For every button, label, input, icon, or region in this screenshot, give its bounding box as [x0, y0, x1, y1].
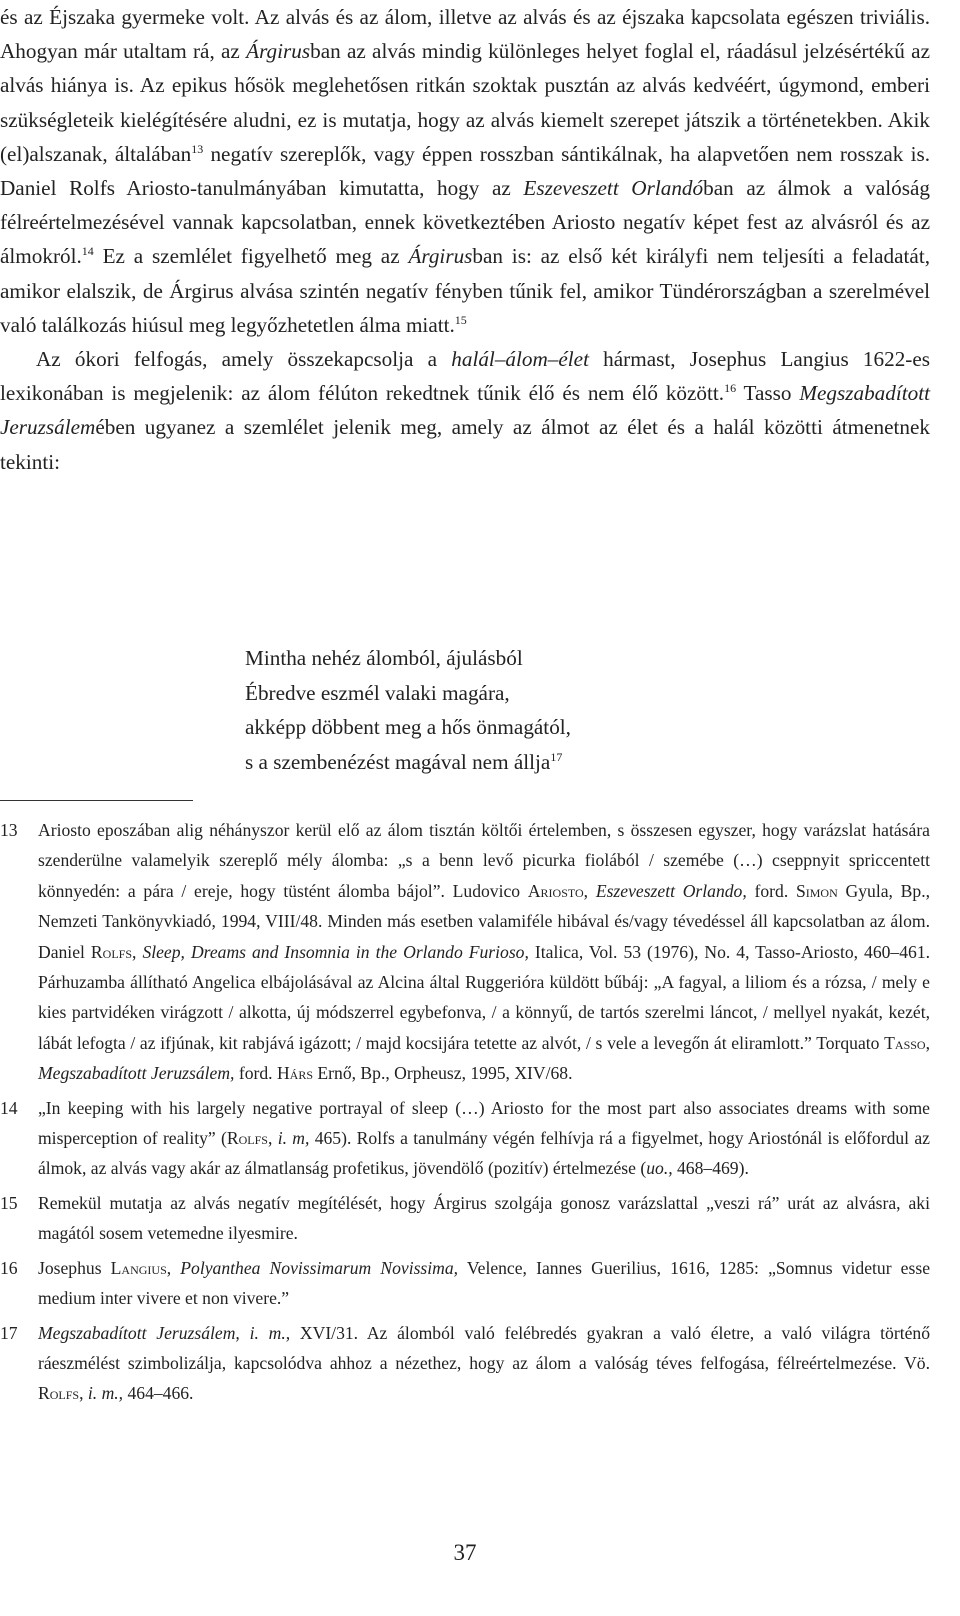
text-run: és az Éjszaka gyermeke volt. Az alvás és az álom, illetve az alvás és az éjszaka kapcsolata egészen triviális. Ahogyan már utaltam rá, az	[0, 5, 930, 64]
paragraph-2	[0, 342, 930, 479]
text-run: ban is: az első két királyfi nem teljesíti a feladatát, amikor elalszik, de Árgirus alvása szintén negatív fényben tűnik fel, amikor Tündérországban a szerelmével való találkozás hiúsul meg legyőzhetetlen álma miatt.	[0, 244, 930, 337]
footnote-text: Ariosto eposzában alig néhányszor kerül elő az álom tisztán költői értelemben, s összesen egyszer, hogy varázslat hatására szenderülne valamelyik szereplő mély álomba: „s a benn levő picurka fiolából / szemébe (…) cseppnyit spriccentett könnyedén: a pára / ereje, hogy tüstént álomba bájol”. Ludovico Ariosto, Eszeveszett Orlando, ford. Simon Gyula, Bp., Nemzeti Tankönyvkiadó, 1994, VIII/48. Minden más esetben valamiféle hibával és/vagy tévedéssel áll kapcsolatban az álom. Daniel Rolfs, Sleep, Dreams and Insomnia in the Orlando Furioso, Italica, Vol. 53 (1976), No. 4, Tasso-Ariosto, 460–461. Párhuzamba állítható Angelica elbájolásával az Alcina által Ruggerióra küldött bűbáj: „A fagyal, a liliom és a rózsa, / mely e kies partvidéken virágzott / alkotta, új módszerrel egybefonva, / a könnyű, de tartós szerelmi láncot, / mellyel nyakát, kezét, lábát lefogta / az ifjúnak, kit rabjává igázott; / majd kocsijára tetette az alvót, / s vele a levegőn át eliramlott.” Torquato Tasso, Megszabadított Jeruzsálem, ford. Hárs Ernő, Bp., Orpheusz, 1995, XIV/68.	[38, 820, 931, 1084]
footnote-15	[0, 1188, 930, 1249]
italic-title: Megszabadított Jeruzsálem	[0, 381, 930, 440]
footnote-text: Megszabadított Jeruzsálem, i. m., XVI/31. Az álomból való felébredés gyakran a való életre, a való világra történő ráeszmélést szimbolizálja, kapcsolódva ahhoz a nézethez, hogy az álom a valóság téves felfogása, félreértelmezése. Vö. Rolfs, i. m., 464–466.	[38, 1322, 931, 1404]
footnote-number: 17	[0, 1322, 18, 1343]
footnotes	[0, 815, 930, 1413]
text-run: Ez a szemlélet figyelhető meg az	[93, 244, 409, 269]
verse-line-1: Mintha nehéz álomból, ájulásból	[245, 646, 523, 670]
footnote-text: Remekül mutatja az alvás negatív megítélését, hogy Árgirus szolgája gonosz varázslattal „veszi rá” urát az alvásra, aki magától sosem vetemedne ilyesmire.	[38, 1192, 930, 1244]
verse-line-3: akképp döbbent meg a hős önmagától,	[245, 715, 571, 740]
verse-line-4	[245, 745, 571, 780]
footnote-text: Josephus Langius, Polyanthea Novissimarum Novissima, Velence, Iannes Guerilius, 1616, 1285: „Somnus videtur esse medium inter vivere et non vivere.”	[38, 1257, 930, 1309]
paragraph-1	[0, 0, 930, 342]
footnote-ref-16[interactable]: 16	[724, 381, 737, 396]
footnote-16	[0, 1253, 930, 1314]
verse-quote	[245, 641, 571, 779]
page-number: 37	[453, 1540, 477, 1565]
italic-title: Eszeveszett Orlandó	[523, 176, 704, 201]
text-run: negatív szereplők, vagy éppen rosszban sántikálnak, ha alapvetően nem rosszak is. Daniel Rolfs Ariosto-tanulmányában kimutatta, hogy az	[0, 141, 930, 201]
footnote-ref-14[interactable]: 14	[81, 244, 94, 259]
text-run: Az ókori felfogás, amely összekapcsolja a	[36, 347, 452, 372]
text-run: ban az alvás mindig különleges helyet foglal el, ráadásul jelzésértékű az alvás hiánya is. Az epikus hősök meglehetősen ritkán szoktak pusztán az alvás kedvéért, úgymond, emberi szükségleteik kielégítésére aludni, ez is mutatja, hogy az alvás kiemelt szerepet játszik a történetekben. Akik (el)alszanak, általában	[0, 39, 930, 166]
italic-term: halál–álom–élet	[451, 347, 589, 372]
footnote-number: 16	[0, 1257, 18, 1278]
italic-title: Árgirus	[246, 39, 311, 64]
footnote-separator	[0, 800, 193, 801]
text-run: Tasso	[736, 381, 800, 406]
main-text	[0, 0, 930, 479]
text-run: hármast, Josephus Langius 1622-es lexikonában is megjelenik: az álom félúton rekedtnek tűnik élő és nem élő között.	[0, 347, 930, 406]
footnote-number: 15	[0, 1192, 18, 1213]
verse-line-2: Ébredve eszmél valaki magára,	[245, 680, 510, 705]
footnote-number: 13	[0, 820, 18, 840]
text-run: s a szembenézést magával nem állja	[245, 749, 551, 774]
footnote-14	[0, 1093, 930, 1184]
footnote-number: 14	[0, 1097, 18, 1118]
footnote-17	[0, 1318, 930, 1409]
text-run: ban az álmok a valóság félreértelmezésével vannak kapcsolatban, ennek következtében Ariosto negatív képet fest az alvásról és az álmokról.	[0, 176, 931, 269]
footnote-ref-13[interactable]: 13	[191, 141, 204, 156]
italic-title: Árgirus	[408, 244, 473, 269]
text-run: ében ugyanez a szemlélet jelenik meg, amely az álmot az élet és a halál közötti átmenetnek tekinti:	[0, 415, 930, 474]
footnote-ref-17[interactable]: 17	[550, 749, 563, 764]
footnote-13	[0, 815, 930, 1089]
footnote-ref-15[interactable]: 15	[454, 312, 467, 327]
footnote-text: „In keeping with his largely negative portrayal of sleep (…) Ariosto for the most part also associates dreams with some misperception of reality” (Rolfs, i. m, 465). Rolfs a tanulmány végén felhívja rá a figyelmet, hogy Ariostónál is előfordul az álmok, az alvás vagy akár az álmatlanság profetikus, jövendölő (pozitív) értelmezése (uo., 468–469).	[38, 1097, 930, 1179]
